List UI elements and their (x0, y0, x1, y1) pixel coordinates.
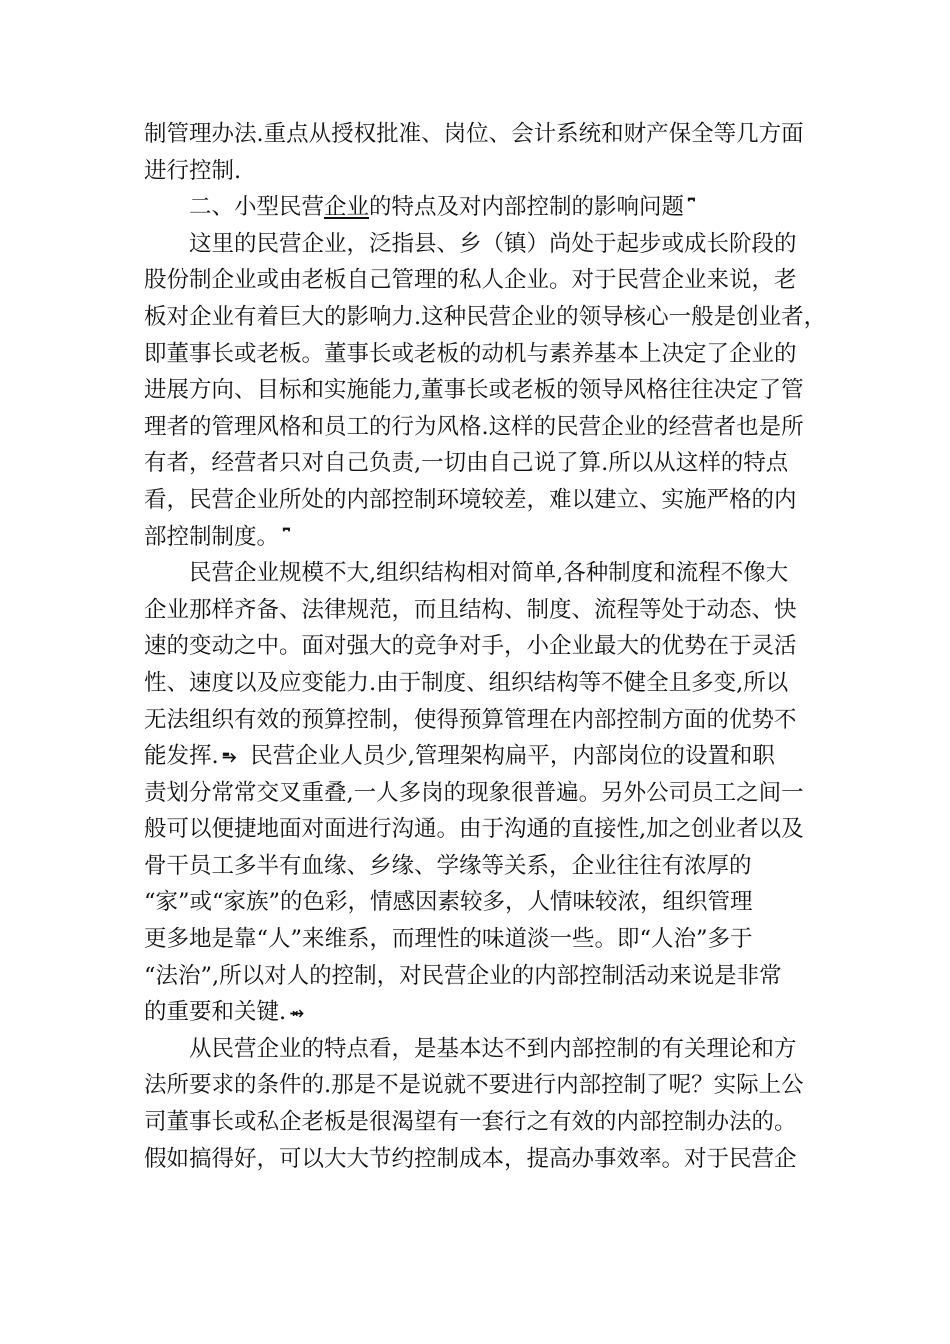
text-line: 股份制企业或由老板自己管理的私人企业。对于民营企业来说，老 (144, 267, 797, 294)
paragraph-end-text: 能发挥. (144, 743, 219, 770)
text-line: 进展方向、目标和实施能力,董事长或老板的领导风格往往决定了管 (144, 377, 804, 404)
text-line: 这里的民营企业，泛指县、乡（镇）尚处于起步或成长阶段的 (189, 230, 797, 257)
text-line: 速的变动之中。面对强大的竞争对手，小企业最大的优势在于灵活 (144, 633, 797, 660)
text-line: 制管理办法.重点从授权批准、岗位、会计系统和财产保全等几方面 (144, 121, 804, 147)
text-line: 企业那样齐备、法律规范，而且结构、制度、流程等处于动态、快 (144, 596, 797, 623)
text-line: 假如搞得好，可以大大节约控制成本，提高办事效率。对于民营企 (144, 1145, 797, 1172)
text-line: 无法组织有效的预算控制，使得预算管理在内部控制方面的优势不 (144, 706, 797, 733)
paragraph-mark-icon: ⎴ (283, 527, 290, 548)
paragraph-mark-icon: ⎴ (688, 198, 695, 219)
heading-text: 二、小型民营 (189, 194, 325, 221)
section-heading (144, 189, 808, 226)
text-line: 民营企业规模不大,组织结构相对简单,各种制度和流程不像大 (189, 560, 789, 587)
text-line: 更多地是靠“人”来维系，而理性的味道淡一些。即“人治”多于 (144, 926, 753, 953)
text-line: 看，民营企业所处的内部控制环境较差，难以建立、实施严格的内 (144, 486, 797, 513)
text-line: 般可以便捷地面对面进行沟通。由于沟通的直接性,加之创业者以及 (144, 816, 804, 843)
text-line: 板对企业有着巨大的影响力.这种民营企业的领导核心一般是创业者， (144, 303, 827, 330)
text-line: 骨干员工多半有血缘、乡缘、学缘等关系，企业往往有浓厚的 (144, 852, 752, 879)
paragraph-end-text: 部控制制度。 (144, 523, 280, 550)
text-line: 从民营企业的特点看，是基本达不到内部控制的有关理论和方 (189, 1035, 797, 1062)
text-line: 责划分常常交叉重叠,一人多岗的现象很普遍。另外公司员工之间一 (144, 779, 804, 806)
text-line (144, 994, 808, 1031)
paragraph-continuation-text: 民营企业人员少,管理架构扁平，内部岗位的设置和职 (250, 743, 775, 770)
text-line: “家”或“家族”的色彩，情感因素较多，人情味较浓，组织管理 (144, 889, 753, 916)
text-line: 司董事长或私企老板是很渴望有一套行之有效的内部控制办法的。 (144, 1109, 797, 1136)
text-line (144, 738, 808, 775)
text-line: 性、速度以及应变能力.由于制度、组织结构等不健全且多变,所以 (144, 669, 789, 696)
text-line: 法所要求的条件的.那是不是说就不要进行内部控制了呢？实际上公 (144, 1072, 804, 1099)
paragraph-mark-icon: ⥱ (222, 747, 237, 768)
text-line: “法治”,所以对人的控制，对民营企业的内部控制活动来说是非常 (144, 962, 782, 989)
text-line: 即董事长或老板。董事长或老板的动机与素养基本上决定了企业的 (144, 340, 797, 367)
heading-underlined-text: 企业 (324, 194, 370, 221)
text-line: 有者，经营者只对自己负责,一切由自己说了算.所以从这样的特点 (144, 450, 789, 477)
paragraph-mark-icon: ⥇ (290, 1003, 304, 1024)
paragraph-end-text: 的重要和关键. (144, 999, 287, 1026)
document-page (144, 116, 827, 1177)
heading-text: 的特点及对内部控制的影响问题 (369, 194, 685, 221)
text-line: 理者的管理风格和员工的行为风格.这样的民营企业的经营者也是所 (144, 413, 804, 440)
text-line (144, 519, 808, 556)
text-line: 进行控制. (144, 157, 242, 184)
